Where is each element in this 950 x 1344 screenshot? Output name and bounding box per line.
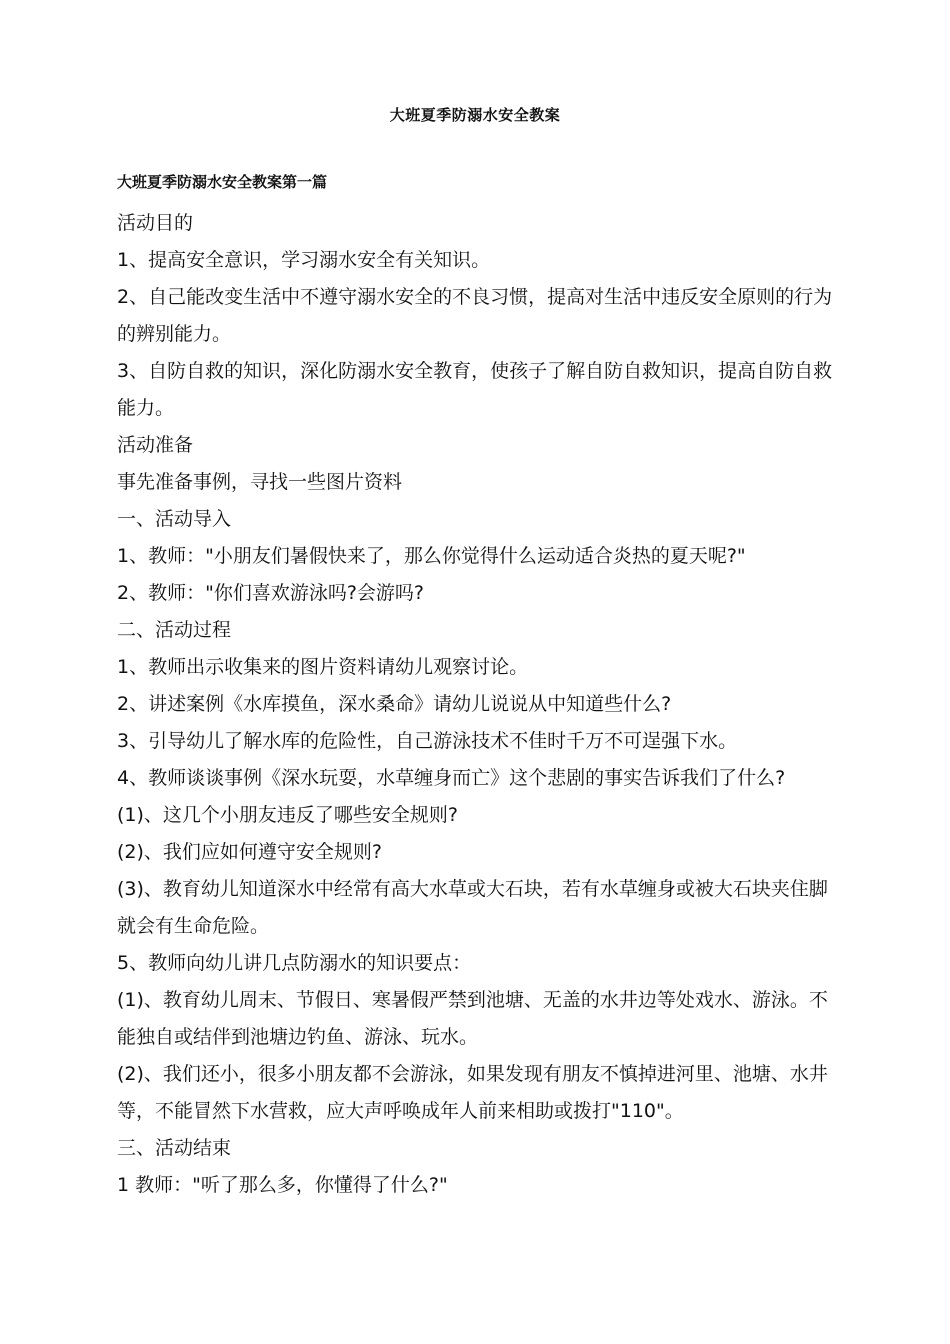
paragraph: 4、教师谈谈事例《深水玩耍，水草缠身而亡》这个悲剧的事实告诉我们了什么? <box>117 767 786 789</box>
paragraph: 2、讲述案例《水库摸鱼，深水桑命》请幼儿说说从中知道些什么? <box>117 693 672 715</box>
paragraph: 事先准备事例，寻找一些图片资料 <box>117 471 403 493</box>
paragraph: 一、活动导入 <box>117 508 232 530</box>
paragraph: 三、活动结束 <box>117 1137 232 1159</box>
paragraph: 1 教师："听了那么多，你懂得了什么?" <box>117 1174 448 1196</box>
paragraph: 2、教师："你们喜欢游泳吗?会游吗? <box>117 582 424 604</box>
paragraph: 5、教师向幼儿讲几点防溺水的知识要点： <box>117 952 472 974</box>
paragraph: 活动准备 <box>117 434 194 456</box>
section-title: 大班夏季防溺水安全教案第一篇 <box>117 173 328 191</box>
paragraph: 3、引导幼儿了解水库的危险性，自己游泳技术不佳时千万不可逞强下水。 <box>117 730 738 752</box>
paragraph: (2)、我们还小，很多小朋友都不会游泳，如果发现有朋友不慎掉进河里、池塘、水井等，不能冒然下水营救，应大声呼唤成年人前来相助或拨打"110"。 <box>117 1063 828 1122</box>
paragraph: 3、自防自救的知识，深化防溺水安全教育，使孩子了解自防自救知识，提高自防自救能力。 <box>117 360 833 419</box>
paragraph: 1、教师出示收集来的图片资料请幼儿观察讨论。 <box>117 656 529 678</box>
paragraph: 2、自己能改变生活中不遵守溺水安全的不良习惯，提高对生活中违反安全原则的行为的辨别能力。 <box>117 286 833 345</box>
paragraph: (3)、教育幼儿知道深水中经常有高大水草或大石块，若有水草缠身或被大石块夹住脚就会有生命危险。 <box>117 878 828 937</box>
document-title: 大班夏季防溺水安全教案 <box>389 106 561 124</box>
paragraph: 1、教师："小朋友们暑假快来了，那么你觉得什么运动适合炎热的夏天呢?" <box>117 545 746 567</box>
paragraph: 活动目的 <box>117 212 194 234</box>
paragraph: (1)、这几个小朋友违反了哪些安全规则? <box>117 804 458 826</box>
paragraph: 二、活动过程 <box>117 619 232 641</box>
paragraph: 1、提高安全意识，学习溺水安全有关知识。 <box>117 249 491 271</box>
paragraph: (2)、我们应如何遵守安全规则? <box>117 841 382 863</box>
document-body <box>117 205 837 1204</box>
paragraph: (1)、教育幼儿周末、节假日、寒暑假严禁到池塘、无盖的水井边等处戏水、游泳。不能独自或结伴到池塘边钓鱼、游泳、玩水。 <box>117 989 828 1048</box>
